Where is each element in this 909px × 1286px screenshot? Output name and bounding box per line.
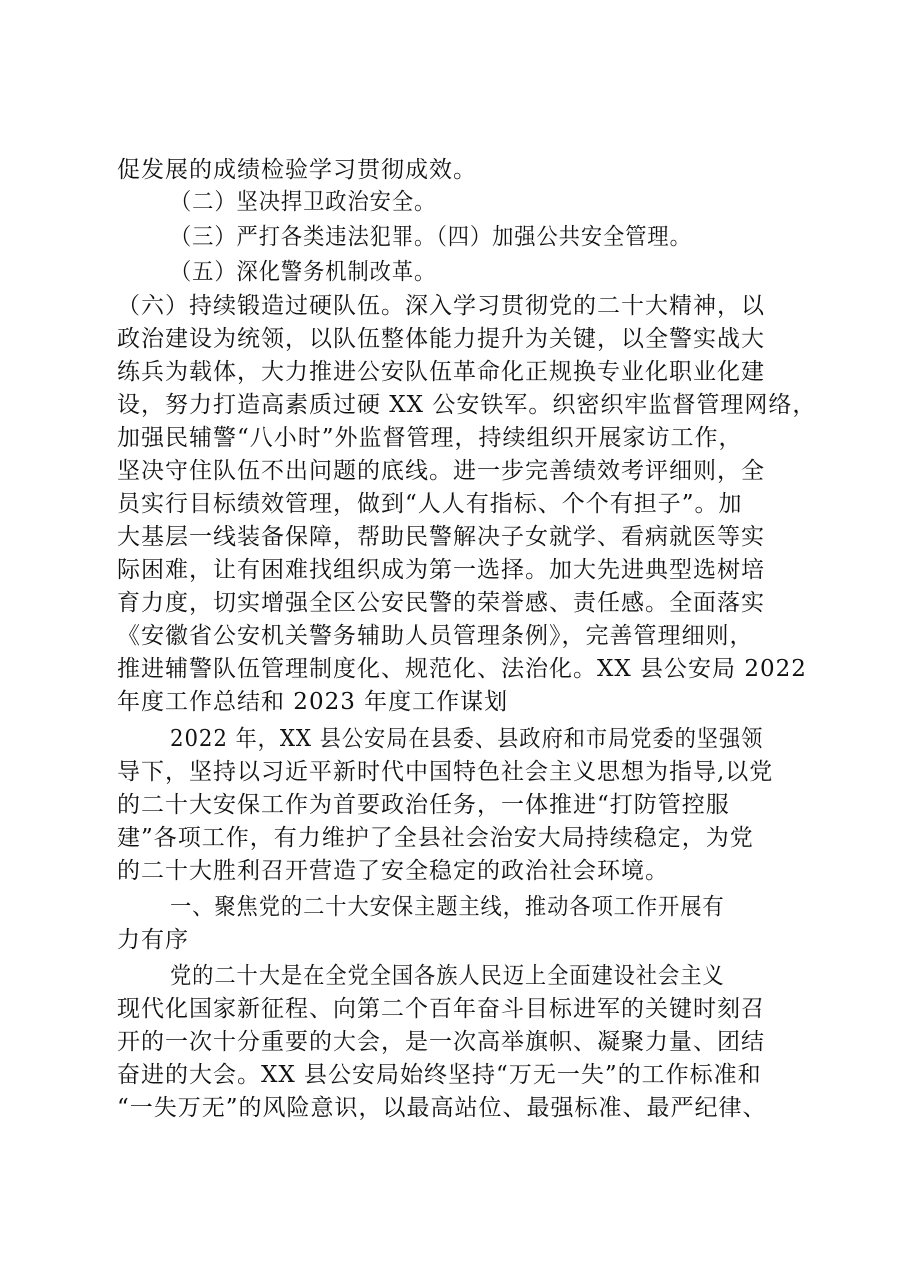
text-line: 际困难，让有困难找组织成为第一选择。加大先进典型选树培 — [117, 557, 765, 583]
text-line: 党的二十大是在全党全国各族人民迈上全面建设社会主义 — [170, 963, 725, 989]
text-line: 加强民辅警“八小时”外监督管理，持续组织开展家访工作， — [117, 425, 743, 451]
heading-6: （六）持续锻造过硬队伍。深入学习贯彻党的二十大精神，以 — [117, 293, 765, 319]
text-line: 政治建设为统领，以队伍整体能力提升为关键，以全警实战大 — [117, 326, 765, 352]
section-heading-cont: 力有序 — [117, 927, 189, 953]
text-line: 大基层一线装备保障，帮助民警解决子女就学、看病就医等实 — [117, 524, 765, 550]
text-line: 《安徽省公安机关警务辅助人员管理条例》，完善管理细则， — [117, 623, 754, 649]
text-line: 促发展的成绩检验学习贯彻成效。 — [117, 157, 477, 183]
text-line: 2022 年，XX 县公安局在县委、县政府和市局党委的坚强领 — [170, 726, 764, 752]
section-heading: 一、聚焦党的二十大安保主题主线，推动各项工作开展有 — [170, 894, 725, 920]
text-line: 设，努力打造高素质过硬 XX 公安铁军。织密织牢监督管理网络， — [117, 392, 817, 418]
text-line: 育力度，切实增强全区公安民警的荣誉感、责任感。全面落实 — [117, 590, 765, 616]
text-line: 的二十大胜利召开营造了安全稳定的政治社会环境。 — [117, 858, 669, 884]
text-line: “一失万无”的风险意识，以最高站位、最强标准、最严纪律、 — [117, 1095, 767, 1121]
text-line: 建”各项工作，有力维护了全县社会治安大局持续稳定，为党 — [117, 825, 754, 851]
heading-3-4: （三）严打各类违法犯罪。（四）加强公共安全管理。 — [170, 224, 692, 250]
text-line: 推进辅警队伍管理制度化、规范化、法治化。XX 县公安局 2022 — [117, 656, 807, 682]
document-title: 年度工作总结和 2023 年度工作谋划 — [117, 689, 509, 715]
text-line: 现代化国家新征程、向第二个百年奋斗目标进军的关键时刻召 — [117, 996, 765, 1022]
text-line: 奋进的大会。XX 县公安局始终坚持“万无一失”的工作标准和 — [117, 1062, 762, 1088]
heading-5: （五）深化警务机制改革。 — [170, 259, 437, 285]
text-line: 开的一次十分重要的大会，是一次高举旗帜、凝聚力量、团结 — [117, 1029, 765, 1055]
text-line: 的二十大安保工作为首要政治任务，一体推进“打防管控服 — [117, 792, 730, 818]
text-line: 员实行目标绩效管理，做到“人人有指标、个个有担子”。加 — [117, 491, 743, 517]
text-line: 导下，坚持以习近平新时代中国特色社会主义思想为指导,以党 — [117, 759, 774, 785]
heading-2: （二）坚决捍卫政治安全。 — [170, 189, 437, 215]
text-line: 坚决守住队伍不出问题的底线。进一步完善绩效考评细则，全 — [117, 458, 765, 484]
text-line: 练兵为载体，大力推进公安队伍革命化正规换专业化职业化建 — [117, 359, 765, 385]
